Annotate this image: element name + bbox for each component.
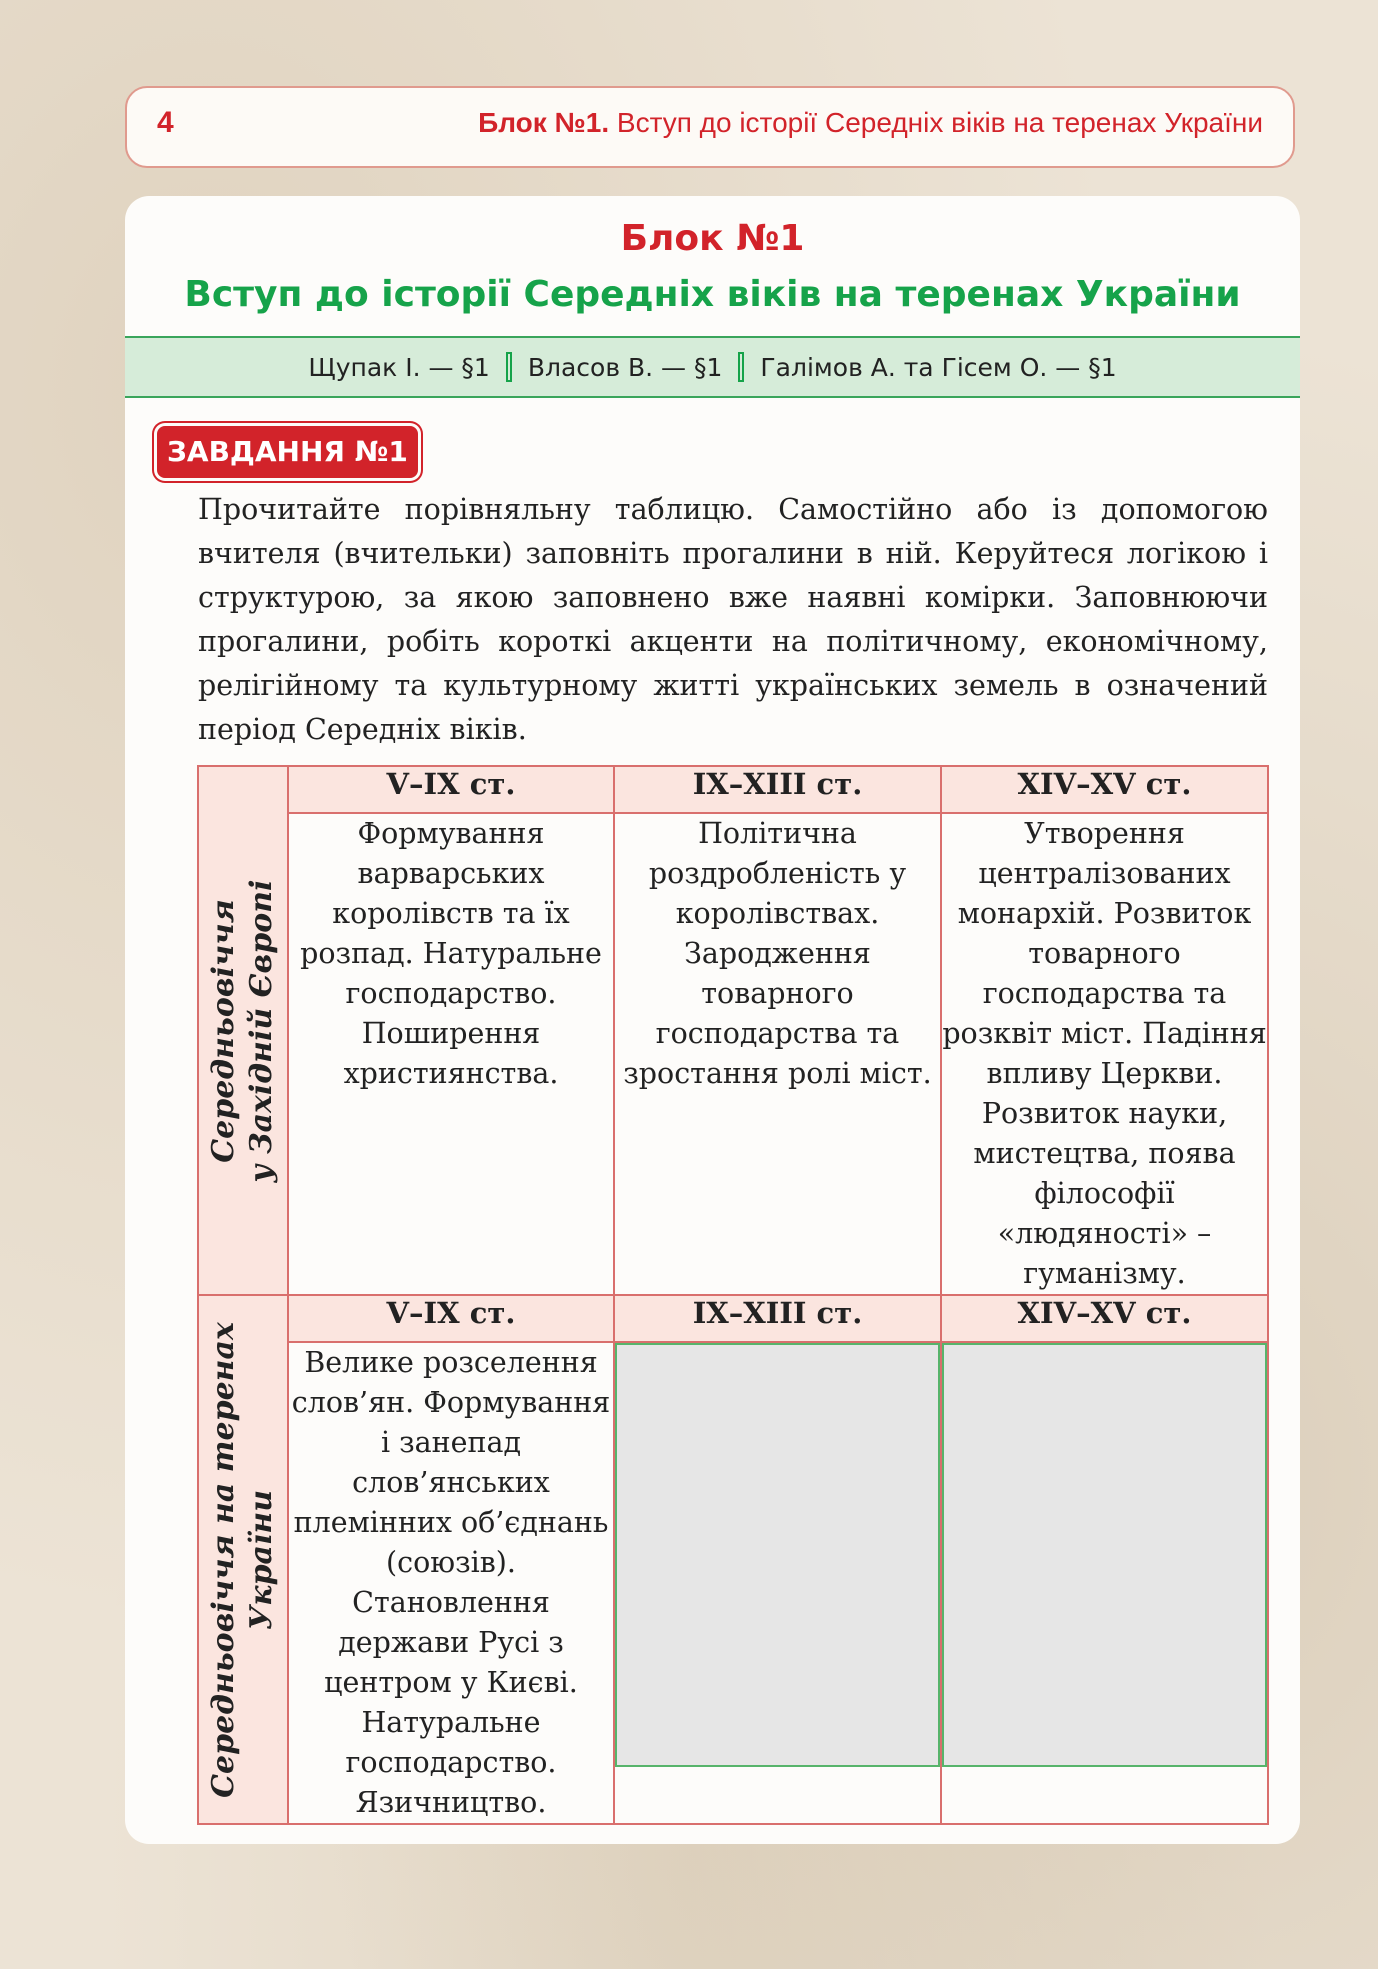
table-cell: Велике розселення слов’ян. Формування і занепад слов’янських племінних об’єднань (союзів). Становлення держави Русі з центром у Києві. Натуральне господарство. Язичництво. [288,1342,614,1824]
table-row [198,1295,1268,1342]
table-row [198,1342,1268,1824]
row-label-line: у Західній Європі [244,879,279,1182]
row-header-ukraine [198,1295,288,1824]
table-cell: Утворення централізованих монархій. Розвиток товарного господарства та розквіт міст. Падіння впливу Церкви. Розвиток науки, мистецтва, поява філософії «людяності» – гуманізму. [941,813,1268,1295]
source-halimov-hisem: Галімов А. та Гісем О. — §1 [760,352,1117,382]
answer-box[interactable] [942,1343,1267,1767]
running-block-title: Вступ до історії Середніх віків на теренах України [616,107,1263,138]
table-cell: Політична роздробленість у королівствах. Зародження товарного господарства та зростання ролі міст. [614,813,941,1295]
row-label-line: Середньовіччя на теренах [206,1321,241,1798]
running-block-label: Блок №1. [478,107,610,138]
table-row [198,766,1268,813]
page-number: 4 [157,106,174,139]
source-vlasov: Власов В. — §1 [527,352,723,382]
answer-cell[interactable] [941,1342,1268,1824]
period-header: IX–XIII ст. [614,766,941,813]
period-header: XIV–XV ст. [941,1295,1268,1342]
running-header [125,86,1295,168]
answer-cell[interactable] [614,1342,941,1824]
table-cell: Формування варварських королівств та їх розпад. Натуральне господарство. Поширення християнства. [288,813,614,1295]
task-instructions: Прочитайте порівняльну таблицю. Самостійно або із допомогою вчителя (вчительки) заповніть прогалини в ній. Керуйтеся логікою і структурою, за якою заповнено вже наявні комірки. Заповнюючи прогалини, робіть короткі акценти на політичному, економічному, релігійному та культурному житті українських земель в означений період Середніх віків. [198,493,1268,746]
source-shchupak: Щупак І. — §1 [308,352,490,382]
row-label-line: Середньовіччя [206,898,241,1163]
block-heading: Блок №1 [620,218,805,259]
row-label-line: України [244,1489,279,1630]
table-row [198,813,1268,1295]
separator-icon [506,352,512,382]
separator-icon [738,352,744,382]
task-badge: ЗАВДАННЯ №1 [157,426,418,478]
comparison-table [197,765,1269,1825]
running-title [478,107,1263,139]
period-header: V–IX ст. [288,1295,614,1342]
row-label-ukraine [205,1322,281,1798]
row-header-western-europe [198,766,288,1295]
period-header: V–IX ст. [288,766,614,813]
period-header: IX–XIII ст. [614,1295,941,1342]
row-label-western-europe [205,879,281,1182]
sources-band [125,336,1300,398]
block-title: Вступ до історії Середніх віків на теренах України [184,274,1241,315]
answer-box[interactable] [615,1343,940,1767]
period-header: XIV–XV ст. [941,766,1268,813]
